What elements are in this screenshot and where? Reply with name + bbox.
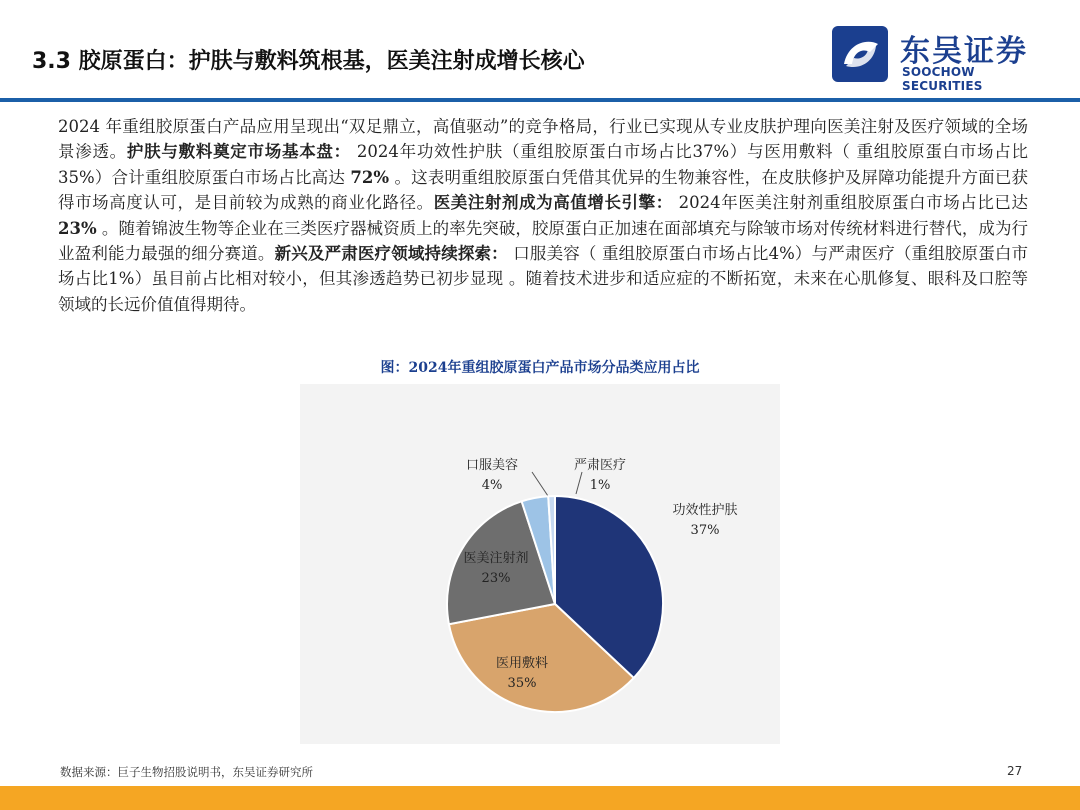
slide-header: [0, 0, 1080, 104]
footer-bar: [0, 786, 1080, 810]
body-paragraph: [58, 114, 1028, 317]
body-text-5: 。随着锦波生物等企业在三类医疗器械资质上的率先突破，胶原蛋白正加速在面部填充与除皱市场对传统材料进行替代，成为行业盈利能力最强的细分赛道。: [58, 218, 1028, 264]
soochow-logo-icon: [830, 24, 892, 84]
data-source: 数据来源：巨子生物招股说明书，东吴证券研究所: [60, 765, 313, 779]
page-title: 3.3 胶原蛋白：护肤与敷料筑根基，医美注射成增长核心: [32, 49, 585, 74]
pie-chart-area: [300, 384, 780, 744]
logo-en-text: SOOCHOW SECURITIES: [902, 65, 983, 93]
figure-title: 图：2024年重组胶原蛋白产品市场分品类应用占比: [380, 360, 700, 376]
slice-value-label-0: 37%: [690, 523, 720, 538]
slice-name-label-3: 口服美容: [465, 458, 519, 473]
leader-line-4: [576, 472, 582, 494]
body-text-2: 2024年功效性护肤（重组胶原蛋白市场占比37%）与医用敷料（ 重组胶原蛋白市场占比35%）合计重组胶原蛋白市场占比高达: [58, 142, 1029, 187]
page-number: 27: [1007, 764, 1023, 778]
slice-name-label-4: 严肃医疗: [573, 458, 627, 473]
header-rule: [0, 98, 1080, 102]
body-text-1: 2024 年重组胶原蛋白产品应用呈现出“双足鼎立，高值驱动”的竞争格局，行业已实现从专业皮肤护理向医美注射及医疗领域的全场景渗透。: [58, 117, 1028, 162]
slice-value-label-1: 35%: [507, 676, 537, 691]
body-bold-1: 护肤与敷料奠定市场基本盘：: [126, 142, 351, 162]
slice-name-label-0: 功效性护肤: [672, 503, 738, 518]
company-logo: [830, 22, 1058, 93]
body-text-3: 。这表明重组胶原蛋白凭借其优异的生物兼容性，在皮肤修护及屏障功能提升方面已获得市场高度认可，是目前较为成熟的商业化路径。: [58, 167, 1029, 213]
body-bold-3: 医美注射剂成为高值增长引擎：: [433, 193, 673, 213]
body-text-4: 2024年医美注射剂重组胶原蛋白市场占比已达: [672, 193, 1029, 213]
body-bold-4: 23%: [58, 218, 97, 238]
leader-line-3: [532, 472, 548, 496]
slice-value-label-2: 23%: [481, 571, 511, 586]
logo-cn-text: 东吴证券: [900, 34, 1028, 69]
body-bold-5: 新兴及严肃医疗领域持续探索：: [274, 244, 508, 264]
slice-value-label-3: 4%: [481, 478, 503, 493]
body-text-6: 口服美容（ 重组胶原蛋白市场占比4%）与严肃医疗（重组胶原蛋白市场占比1%）虽目前占比相对较小，但其渗透趋势已初步显现 。随着技术进步和适应症的不断拓宽，未来在心肌修复、眼科及口腔等领域的长远价值值得期待。: [58, 244, 1029, 314]
pie-chart: [300, 384, 780, 744]
body-bold-2: 72%: [350, 167, 390, 187]
slice-name-label-1: 医用敷料: [495, 656, 549, 671]
slice-value-label-4: 1%: [589, 478, 611, 493]
slice-name-label-2: 医美注射剂: [463, 551, 529, 566]
